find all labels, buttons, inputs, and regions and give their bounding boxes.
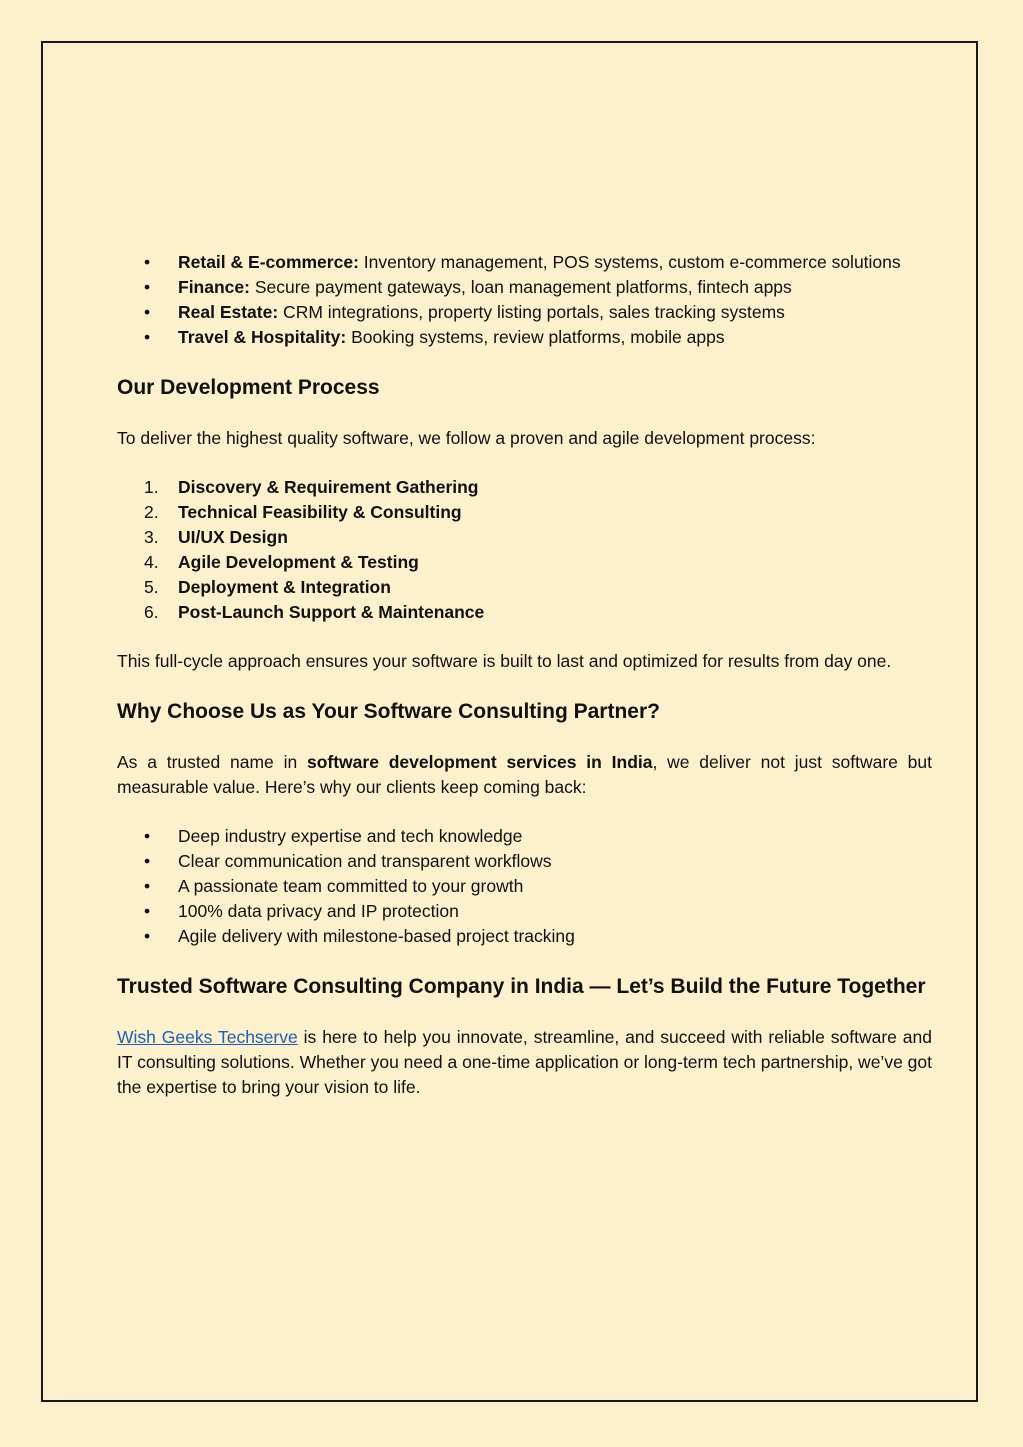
list-item: • Agile delivery with milestone-based project tracking	[117, 924, 932, 949]
company-link[interactable]: Wish Geeks Techserve	[117, 1027, 298, 1047]
why-intro-bold: software development services in India	[306, 752, 653, 772]
process-intro: To deliver the highest quality software, we follow a proven and agile development process:	[117, 428, 816, 448]
industry-label: Travel & Hospitality:	[178, 327, 347, 347]
step-number: 4.	[144, 552, 159, 572]
step-label: UI/UX Design	[178, 527, 288, 547]
industry-text: Inventory management, POS systems, custom e-commerce solutions	[358, 252, 901, 272]
why-intro-after: , we deliver not just software but measurable value. Here’s why our clients keep coming back:	[117, 752, 932, 797]
document-body	[117, 250, 932, 1100]
list-item: • Clear communication and transparent workflows	[117, 849, 932, 874]
step-number: 2.	[144, 502, 159, 522]
list-item	[117, 550, 932, 575]
step-number: 6.	[144, 602, 159, 622]
list-item	[117, 325, 932, 350]
list-item	[117, 475, 932, 500]
step-label: Deployment & Integration	[178, 577, 391, 597]
reasons-list	[117, 824, 932, 949]
industry-label: Finance:	[178, 277, 250, 297]
closing-body: is here to help you innovate, streamline, and succeed with reliable software and IT consulting solutions. Whether you need a one-time application or long-term tech partnership, we’ve got the expertise to bring your vision to life.	[117, 1027, 932, 1097]
list-item	[117, 500, 932, 525]
step-label: Agile Development & Testing	[178, 552, 419, 572]
closing-heading: Trusted Software Consulting Company in India — Let’s Build the Future Together	[117, 975, 926, 998]
list-item	[117, 300, 932, 325]
industry-text: Booking systems, review platforms, mobile apps	[346, 327, 725, 347]
process-heading: Our Development Process	[117, 376, 380, 399]
step-number: 3.	[144, 527, 159, 547]
process-outro: This full-cycle approach ensures your software is built to last and optimized for results from day one.	[117, 651, 892, 671]
list-item	[117, 575, 932, 600]
industries-list	[117, 250, 932, 350]
industry-label: Real Estate:	[178, 302, 279, 322]
list-item: • Deep industry expertise and tech knowledge	[117, 824, 932, 849]
list-item: • A passionate team committed to your growth	[117, 874, 932, 899]
list-item: • 100% data privacy and IP protection	[117, 899, 932, 924]
industry-text: CRM integrations, property listing portals, sales tracking systems	[278, 302, 785, 322]
step-label: Post-Launch Support & Maintenance	[178, 602, 485, 622]
closing-paragraph	[117, 1025, 932, 1100]
why-intro-before: As a trusted name in	[117, 752, 307, 772]
step-number: 1.	[144, 477, 159, 497]
process-steps-list	[117, 475, 932, 625]
list-item	[117, 275, 932, 300]
list-item	[117, 250, 932, 275]
list-item	[117, 600, 932, 625]
industry-text: Secure payment gateways, loan management platforms, fintech apps	[249, 277, 792, 297]
list-item	[117, 525, 932, 550]
step-number: 5.	[144, 577, 159, 597]
why-intro	[117, 750, 932, 800]
step-label: Technical Feasibility & Consulting	[178, 502, 462, 522]
step-label: Discovery & Requirement Gathering	[178, 477, 479, 497]
industry-label: Retail & E-commerce:	[178, 252, 359, 272]
why-heading: Why Choose Us as Your Software Consulting Partner?	[117, 700, 660, 723]
